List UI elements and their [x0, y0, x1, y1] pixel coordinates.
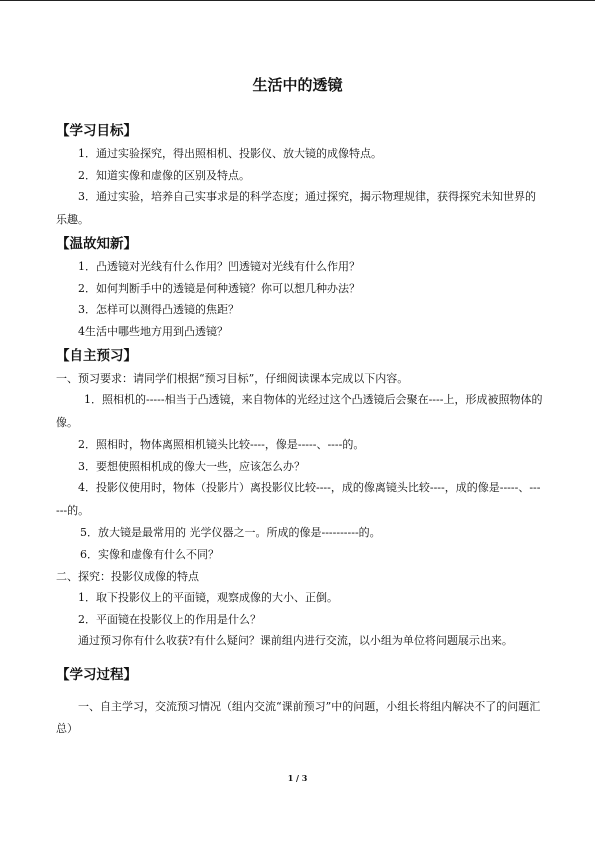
section-heading-process: 【学习过程】 — [56, 666, 137, 683]
section-heading-preview: 【自主预习】 — [56, 347, 137, 364]
explore-item: 1．取下投影仪上的平面镜，观察成像的大小、正倒。 — [78, 591, 338, 605]
header-rule — [0, 0, 595, 1]
document-body — [56, 118, 544, 741]
preview-item: 4．投影仪使用时，物体（投影片）离投影仪比较----，成的像离镜头比较----，成的像是-----、------的。 — [56, 481, 541, 517]
preview-requirement: 一、预习要求：请同学们根据“预习目标”，仔细阅读课本完成以下内容。 — [56, 371, 409, 385]
preview-item: 6．实像和虚像有什么不同？ — [80, 547, 219, 561]
preview-item: 2．照相时，物体离照相机镜头比较----，像是-----、----的。 — [78, 438, 365, 452]
preview-closing: 通过预习你有什么收获?有什么疑问？课前组内进行交流，以小组为单位将问题展示出来。 — [78, 634, 513, 648]
goal-item: 2．知道实像和虚像的区别及特点。 — [78, 168, 250, 182]
review-item: 4生活中哪些地方用到凸透镜？ — [78, 324, 228, 338]
explore-item: 2．平面镜在投影仪上的作用是什么？ — [78, 612, 261, 626]
review-item: 2．如何判断手中的透镜是何种透镜？你可以想几种办法？ — [78, 281, 360, 295]
section-heading-review: 【温故知新】 — [56, 236, 137, 253]
section-heading-goals: 【学习目标】 — [56, 123, 137, 139]
preview-item: 3．要想使照相机成的像大一些，应该怎么办？ — [78, 459, 305, 473]
goal-item: 1．通过实验探究，得出照相机、投影仪、放大镜的成像特点。 — [78, 147, 382, 160]
explore-heading: 二、探究：投影仪成像的特点 — [56, 569, 199, 583]
page-title: 生活中的透镜 — [252, 76, 343, 94]
preview-item: 5．放大镜是最常用的 光学仪器之一。所成的像是----------的。 — [80, 526, 381, 540]
preview-item: 1．照相机的-----相当于凸透镜，来自物体的光经过这个凸透镜后会聚在----上，形成被照物体的像。 — [56, 393, 543, 429]
review-item: 3．怎样可以测得凸透镜的焦距？ — [78, 303, 239, 317]
process-item: 一、自主学习，交流预习情况（组内交流“课前预习”中的问题，小组长将组内解决不了的问题汇总） — [56, 699, 541, 736]
review-item: 1．凸透镜对光线有什么作用？凹透镜对光线有什么作用？ — [78, 260, 360, 274]
page-number: 1 / 3 — [287, 773, 308, 783]
goal-item: 3．通过实验，培养自己实事求是的科学态度；通过探究，揭示物理规律，获得探究未知世界的乐趣。 — [56, 190, 536, 226]
